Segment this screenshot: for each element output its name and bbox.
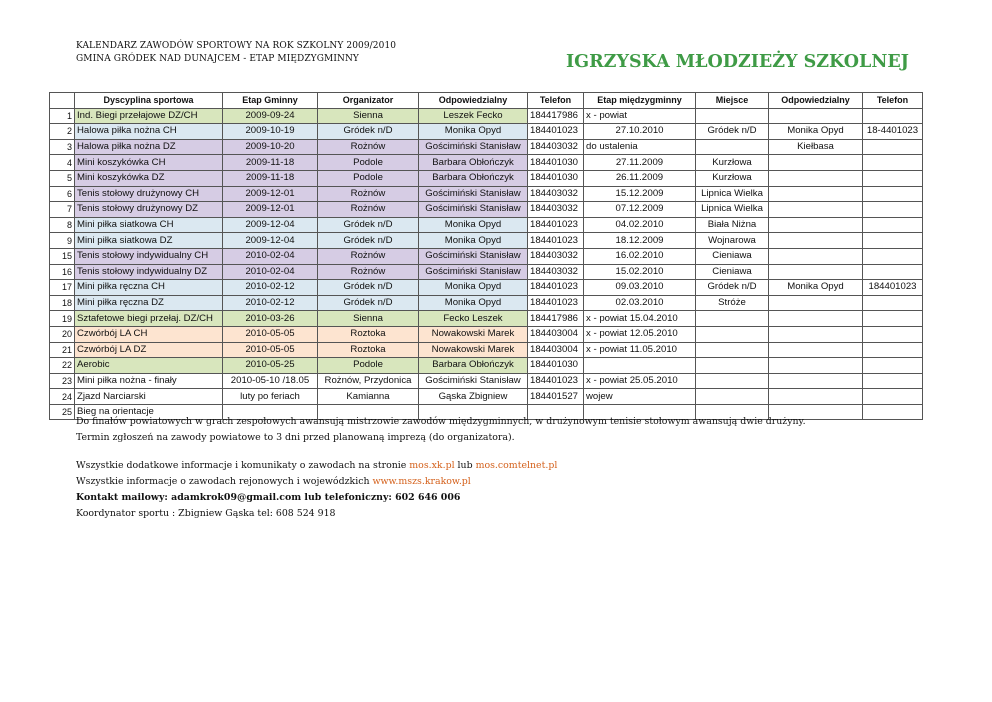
row-number: 8	[50, 217, 75, 233]
table-row	[50, 248, 923, 264]
organizer-cell: Gródek n/D	[318, 295, 419, 311]
intermunicipal-cell: x - powiat 15.04.2010	[584, 311, 696, 327]
phone-2-cell	[863, 264, 923, 280]
responsible-cell: Gąska Zbigniew	[419, 389, 528, 405]
phone-cell: 184403004	[528, 342, 584, 358]
row-number: 16	[50, 264, 75, 280]
organizer-cell: Rożnów	[318, 139, 419, 155]
table-row	[50, 124, 923, 140]
row-number: 25	[50, 404, 75, 420]
organizer-cell: Podole	[318, 170, 419, 186]
table-row	[50, 373, 923, 389]
intermunicipal-cell: 27.10.2010	[584, 124, 696, 140]
discipline-cell: Halowa piłka nożna DZ	[75, 139, 223, 155]
table-row	[50, 342, 923, 358]
responsible-2-cell	[769, 170, 863, 186]
intermunicipal-cell: 04.02.2010	[584, 217, 696, 233]
intermunicipal-cell: x - powiat 25.05.2010	[584, 373, 696, 389]
discipline-cell: Aerobic	[75, 358, 223, 374]
responsible-2-cell	[769, 217, 863, 233]
col-header-stage: Etap Gminny	[223, 93, 318, 109]
intermunicipal-cell: do ustalenia	[584, 139, 696, 155]
table-row	[50, 170, 923, 186]
phone-cell: 184401023	[528, 295, 584, 311]
phone-cell: 184401023	[528, 280, 584, 296]
intermunicipal-cell: 16.02.2010	[584, 248, 696, 264]
phone-2-cell: 18-4401023	[863, 124, 923, 140]
phone-cell: 184403032	[528, 202, 584, 218]
stage-date-cell: 2010-05-05	[223, 342, 318, 358]
place-cell	[696, 389, 769, 405]
discipline-cell: Mini piłka siatkowa CH	[75, 217, 223, 233]
intermunicipal-cell: x - powiat 12.05.2010	[584, 326, 696, 342]
responsible-cell: Gościmiński Stanisław	[419, 202, 528, 218]
place-cell	[696, 108, 769, 124]
place-cell	[696, 373, 769, 389]
discipline-cell: Sztafetowe biegi przełaj. DZ/CH	[75, 311, 223, 327]
responsible-2-cell	[769, 202, 863, 218]
stage-date-cell: 2009-11-18	[223, 155, 318, 171]
table-row	[50, 155, 923, 171]
table-row	[50, 326, 923, 342]
phone-cell: 184417986	[528, 311, 584, 327]
discipline-cell: Zjazd Narciarski	[75, 389, 223, 405]
col-header-responsible-2: Odpowiedzialny	[769, 93, 863, 109]
responsible-cell: Nowakowski Marek	[419, 342, 528, 358]
responsible-2-cell	[769, 233, 863, 249]
organizer-cell: Rożnów, Przydonica	[318, 373, 419, 389]
stage-date-cell: 2010-02-12	[223, 280, 318, 296]
organizer-cell: Gródek n/D	[318, 217, 419, 233]
phone-cell: 184403032	[528, 248, 584, 264]
place-cell: Stróże	[696, 295, 769, 311]
row-number: 15	[50, 248, 75, 264]
discipline-cell: Tenis stołowy drużynowy CH	[75, 186, 223, 202]
discipline-cell: Bieg na orientacje	[75, 404, 223, 420]
stage-date-cell: 2010-05-05	[223, 326, 318, 342]
phone-cell: 184403032	[528, 139, 584, 155]
notes-section	[76, 414, 936, 522]
discipline-cell: Czwórbój LA CH	[75, 326, 223, 342]
organizer-cell: Rożnów	[318, 202, 419, 218]
schedule-table	[49, 92, 923, 420]
responsible-cell: Leszek Fecko	[419, 108, 528, 124]
responsible-cell: Gościmiński Stanisław	[419, 248, 528, 264]
row-number: 2	[50, 124, 75, 140]
responsible-2-cell: Monika Opyd	[769, 124, 863, 140]
responsible-2-cell	[769, 373, 863, 389]
discipline-cell: Mini piłka nożna - finały	[75, 373, 223, 389]
responsible-cell: Gościmiński Stanisław	[419, 264, 528, 280]
link-mszs-krakow[interactable]: www.mszs.krakow.pl	[372, 476, 471, 487]
place-cell: Kurzłowa	[696, 155, 769, 171]
note-deadline: Termin zgłoszeń na zawody powiatowe to 3 dni przed planowaną imprezą (do organizatora).	[76, 432, 515, 443]
row-number: 23	[50, 373, 75, 389]
phone-cell: 184401023	[528, 124, 584, 140]
phone-2-cell	[863, 108, 923, 124]
place-cell: Kurzłowa	[696, 170, 769, 186]
discipline-cell: Mini koszykówka DZ	[75, 170, 223, 186]
responsible-cell: Nowakowski Marek	[419, 326, 528, 342]
table-row	[50, 389, 923, 405]
responsible-cell: Barbara Obłończyk	[419, 155, 528, 171]
stage-date-cell: 2009-09-24	[223, 108, 318, 124]
intermunicipal-cell	[584, 358, 696, 374]
place-cell: Gródek n/D	[696, 124, 769, 140]
row-number: 1	[50, 108, 75, 124]
phone-2-cell	[863, 155, 923, 171]
responsible-cell: Gościmiński Stanisław	[419, 186, 528, 202]
responsible-2-cell	[769, 248, 863, 264]
row-number: 6	[50, 186, 75, 202]
phone-2-cell	[863, 389, 923, 405]
discipline-cell: Halowa piłka nożna CH	[75, 124, 223, 140]
phone-cell: 184401030	[528, 358, 584, 374]
note-contact: Kontakt mailowy: adamkrok09@gmail.com lub telefoniczny: 602 646 006	[76, 492, 461, 503]
row-number: 24	[50, 389, 75, 405]
header-line-1: KALENDARZ ZAWODÓW SPORTOWY NA ROK SZKOLNY 2009/2010	[76, 41, 397, 51]
col-header-organizer: Organizator	[318, 93, 419, 109]
stage-date-cell: 2009-12-04	[223, 233, 318, 249]
organizer-cell: Gródek n/D	[318, 233, 419, 249]
row-number: 18	[50, 295, 75, 311]
stage-date-cell: 2010-02-12	[223, 295, 318, 311]
organizer-cell: Rożnów	[318, 186, 419, 202]
phone-2-cell	[863, 139, 923, 155]
discipline-cell: Mini koszykówka CH	[75, 155, 223, 171]
phone-cell: 184401023	[528, 217, 584, 233]
phone-cell: 184401527	[528, 389, 584, 405]
col-header-intermunicipal: Etap międzygminny	[584, 93, 696, 109]
phone-2-cell	[863, 373, 923, 389]
stage-date-cell: 2010-03-26	[223, 311, 318, 327]
note-advance: Do finałów powiatowych w grach zespołowych awansują mistrzowie zawodów międzygminnych, w drużynowym tenisie stołowym awansują dwie drużyny.	[76, 416, 806, 427]
intermunicipal-cell: x - powiat 11.05.2010	[584, 342, 696, 358]
stage-date-cell: 2009-12-01	[223, 202, 318, 218]
stage-date-cell: 2010-02-04	[223, 248, 318, 264]
col-header-phone-2: Telefon	[863, 93, 923, 109]
phone-2-cell: 184401023	[863, 280, 923, 296]
phone-cell: 184417986	[528, 108, 584, 124]
organizer-cell: Kamianna	[318, 389, 419, 405]
row-number: 4	[50, 155, 75, 171]
phone-cell: 184401023	[528, 233, 584, 249]
phone-2-cell	[863, 233, 923, 249]
phone-2-cell	[863, 217, 923, 233]
row-number: 5	[50, 170, 75, 186]
place-cell	[696, 326, 769, 342]
responsible-cell: Gościmiński Stanisław	[419, 373, 528, 389]
stage-date-cell: 2009-10-19	[223, 124, 318, 140]
table-row	[50, 280, 923, 296]
table-row	[50, 311, 923, 327]
phone-2-cell	[863, 248, 923, 264]
place-cell: Wojnarowa	[696, 233, 769, 249]
organizer-cell: Sienna	[318, 108, 419, 124]
responsible-2-cell: Monika Opyd	[769, 280, 863, 296]
intermunicipal-cell: 09.03.2010	[584, 280, 696, 296]
responsible-2-cell	[769, 186, 863, 202]
responsible-cell: Monika Opyd	[419, 124, 528, 140]
header-line-2: GMINA GRÓDEK NAD DUNAJCEM - ETAP MIĘDZYGMINNY	[76, 54, 359, 64]
responsible-2-cell	[769, 358, 863, 374]
discipline-cell: Tenis stołowy indywidualny CH	[75, 248, 223, 264]
place-cell: Lipnica Wielka	[696, 202, 769, 218]
link-mos-comtelnet[interactable]: mos.comtelnet.pl	[475, 460, 558, 471]
col-header-phone: Telefon	[528, 93, 584, 109]
intermunicipal-cell: 18.12.2009	[584, 233, 696, 249]
responsible-cell: Monika Opyd	[419, 295, 528, 311]
responsible-cell: Gościmiński Stanisław	[419, 139, 528, 155]
place-cell	[696, 358, 769, 374]
responsible-2-cell	[769, 311, 863, 327]
responsible-2-cell	[769, 295, 863, 311]
note-coordinator: Koordynator sportu : Zbigniew Gąska tel: 608 524 918	[76, 508, 336, 519]
phone-2-cell	[863, 170, 923, 186]
table-row	[50, 139, 923, 155]
organizer-cell: Podole	[318, 155, 419, 171]
organizer-cell: Rożnów	[318, 248, 419, 264]
responsible-2-cell	[769, 155, 863, 171]
phone-cell: 184401023	[528, 373, 584, 389]
phone-cell: 184401030	[528, 155, 584, 171]
table-header-row	[50, 93, 923, 109]
table-row	[50, 217, 923, 233]
discipline-cell: Tenis stołowy indywidualny DZ	[75, 264, 223, 280]
col-header-responsible: Odpowiedzialny	[419, 93, 528, 109]
stage-date-cell: 2009-11-18	[223, 170, 318, 186]
phone-cell: 184403032	[528, 186, 584, 202]
phone-cell: 184401030	[528, 170, 584, 186]
col-header-discipline: Dyscyplina sportowa	[75, 93, 223, 109]
table-row	[50, 108, 923, 124]
row-number: 21	[50, 342, 75, 358]
note-info-sites: Wszystkie dodatkowe informacje i komunikaty o zawodach na stronie mos.xk.pl lub mos.comtelnet.pl	[76, 460, 558, 471]
phone-cell: 184403004	[528, 326, 584, 342]
responsible-cell: Monika Opyd	[419, 233, 528, 249]
phone-2-cell	[863, 186, 923, 202]
responsible-2-cell	[769, 389, 863, 405]
responsible-cell: Barbara Obłończyk	[419, 358, 528, 374]
stage-date-cell: 2009-10-20	[223, 139, 318, 155]
phone-2-cell	[863, 295, 923, 311]
place-cell	[696, 139, 769, 155]
intermunicipal-cell: 02.03.2010	[584, 295, 696, 311]
intermunicipal-cell: wojew	[584, 389, 696, 405]
discipline-cell: Mini piłka ręczna CH	[75, 280, 223, 296]
organizer-cell: Roztoka	[318, 326, 419, 342]
phone-2-cell	[863, 326, 923, 342]
discipline-cell: Mini piłka siatkowa DZ	[75, 233, 223, 249]
responsible-2-cell: Kiełbasa	[769, 139, 863, 155]
responsible-cell: Fecko Leszek	[419, 311, 528, 327]
responsible-2-cell	[769, 264, 863, 280]
table-row	[50, 358, 923, 374]
table-row	[50, 264, 923, 280]
row-number: 9	[50, 233, 75, 249]
organizer-cell: Sienna	[318, 311, 419, 327]
place-cell: Cieniawa	[696, 264, 769, 280]
stage-date-cell: 2010-05-10 /18.05	[223, 373, 318, 389]
responsible-2-cell	[769, 326, 863, 342]
page-title: IGRZYSKA MŁODZIEŻY SZKOLNEJ	[566, 52, 909, 72]
intermunicipal-cell: 15.12.2009	[584, 186, 696, 202]
responsible-cell: Monika Opyd	[419, 280, 528, 296]
phone-2-cell	[863, 311, 923, 327]
stage-date-cell: 2010-02-04	[223, 264, 318, 280]
place-cell: Gródek n/D	[696, 280, 769, 296]
organizer-cell: Podole	[318, 358, 419, 374]
stage-date-cell: 2009-12-04	[223, 217, 318, 233]
responsible-2-cell	[769, 342, 863, 358]
row-number: 7	[50, 202, 75, 218]
link-mos-xk[interactable]: mos.xk.pl	[409, 460, 455, 471]
stage-date-cell: luty po feriach	[223, 389, 318, 405]
place-cell: Biała Niżna	[696, 217, 769, 233]
intermunicipal-cell: 15.02.2010	[584, 264, 696, 280]
organizer-cell: Roztoka	[318, 342, 419, 358]
document-header	[76, 40, 396, 66]
table-row	[50, 295, 923, 311]
organizer-cell: Rożnów	[318, 264, 419, 280]
discipline-cell: Ind. Biegi przełajowe DZ/CH	[75, 108, 223, 124]
organizer-cell: Gródek n/D	[318, 124, 419, 140]
stage-date-cell: 2010-05-25	[223, 358, 318, 374]
table-row	[50, 233, 923, 249]
discipline-cell: Czwórbój LA DZ	[75, 342, 223, 358]
note-regional-info: Wszystkie informacje o zawodach rejonowych i wojewódzkich www.mszs.krakow.pl	[76, 476, 471, 487]
col-header-number	[50, 93, 75, 109]
place-cell: Cieniawa	[696, 248, 769, 264]
table-row	[50, 202, 923, 218]
place-cell	[696, 311, 769, 327]
organizer-cell: Gródek n/D	[318, 280, 419, 296]
row-number: 19	[50, 311, 75, 327]
row-number: 17	[50, 280, 75, 296]
row-number: 3	[50, 139, 75, 155]
place-cell: Lipnica Wielka	[696, 186, 769, 202]
phone-2-cell	[863, 342, 923, 358]
place-cell	[696, 342, 769, 358]
phone-2-cell	[863, 202, 923, 218]
phone-2-cell	[863, 358, 923, 374]
table-row	[50, 186, 923, 202]
intermunicipal-cell: 07.12.2009	[584, 202, 696, 218]
intermunicipal-cell: 27.11.2009	[584, 155, 696, 171]
row-number: 22	[50, 358, 75, 374]
intermunicipal-cell: 26.11.2009	[584, 170, 696, 186]
row-number: 20	[50, 326, 75, 342]
discipline-cell: Mini piłka ręczna DZ	[75, 295, 223, 311]
responsible-2-cell	[769, 108, 863, 124]
responsible-cell: Barbara Obłończyk	[419, 170, 528, 186]
stage-date-cell: 2009-12-01	[223, 186, 318, 202]
intermunicipal-cell: x - powiat	[584, 108, 696, 124]
col-header-place: Miejsce	[696, 93, 769, 109]
responsible-cell: Monika Opyd	[419, 217, 528, 233]
phone-cell: 184403032	[528, 264, 584, 280]
discipline-cell: Tenis stołowy drużynowy DZ	[75, 202, 223, 218]
